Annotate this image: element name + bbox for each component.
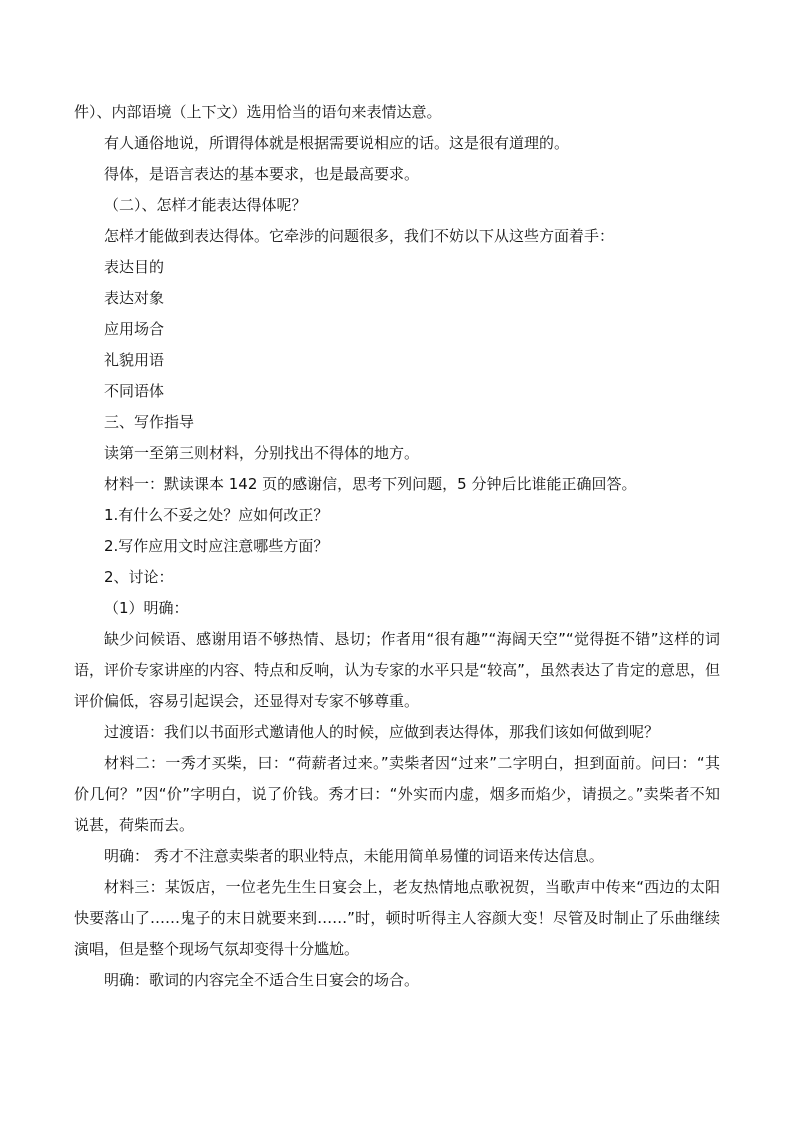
subheading-clarify-one: （1）明确：: [104, 599, 189, 617]
section-heading-writing-guide: 三、写作指导: [104, 413, 195, 431]
paragraph-clarify-one: 缺少问候语、感谢用语不够热情、恳切；作者用“很有趣”“海阔天空”“觉得挺不错”这样的词语，评价专家讲座的内容、特点和反响，认为专家的水平只是“较高”，虽然表达了肯定的意思，但评价偏低，容易引起误会，还显得对专家不够尊重。: [74, 630, 720, 710]
paragraph-context: 件）、内部语境（上下文）选用恰当的语句来表情达意。: [74, 103, 442, 121]
list-item-registers: 不同语体: [104, 382, 165, 400]
list-item-polite-language: 礼貌用语: [104, 351, 165, 369]
question-two: 2.写作应用文时应注意哪些方面？: [104, 537, 329, 555]
question-one: 1.有什么不妥之处？应如何改正？: [104, 506, 329, 524]
list-item-audience: 表达对象: [104, 289, 165, 307]
paragraph-material-two: 材料二：一秀才买柴，曰：“荷薪者过来。”卖柴者因“过来”二字明白，担到面前。问曰：“其价几何？”因“价”字明白，说了价钱。秀才曰：“外实而内虚，烟多而焰少，请损之。”卖柴者不知说甚，荷柴而去。: [74, 754, 720, 834]
paragraph-material-one: 材料一：默读课本 142 页的感谢信，思考下列问题，5 分钟后比谁能正确回答。: [104, 475, 637, 493]
paragraph-clarify-two: 明确： 秀才不注意卖柴者的职业特点，未能用简单易懂的词语来传达信息。: [104, 847, 604, 865]
section-heading-how-to: （二）、怎样才能表达得体呢？: [104, 196, 307, 214]
paragraph-reading-task: 读第一至第三则材料，分别找出不得体的地方。: [104, 444, 420, 462]
paragraph-popular-saying: 有人通俗地说，所谓得体就是根据需要说相应的话。这是很有道理的。: [104, 134, 570, 152]
paragraph-transition: 过渡语：我们以书面形式邀请他人的时候，应做到表达得体，那我们该如何做到呢？: [104, 723, 660, 741]
section-heading-discussion: 2、讨论：: [104, 568, 174, 586]
paragraph-clarify-three: 明确：歌词的内容完全不适合生日宴会的场合。: [104, 971, 420, 989]
list-item-occasion: 应用场合: [104, 320, 165, 338]
paragraph-how-to-intro: 怎样才能做到表达得体。它牵涉的问题很多，我们不妨以下从这些方面着手：: [104, 227, 615, 245]
paragraph-material-three: 材料三：某饭店，一位老先生生日宴会上，老友热情地点歌祝贺，当歌声中传来“西边的太阳快要落山了……鬼子的末日就要来到……”时，顿时听得主人容颜大变！尽管及时制止了乐曲继续演唱，但是整个现场气氛却变得十分尴尬。: [74, 878, 720, 958]
list-item-purpose: 表达目的: [104, 258, 165, 276]
paragraph-basic-requirement: 得体，是语言表达的基本要求，也是最高要求。: [104, 165, 420, 183]
document-body: [74, 97, 720, 996]
